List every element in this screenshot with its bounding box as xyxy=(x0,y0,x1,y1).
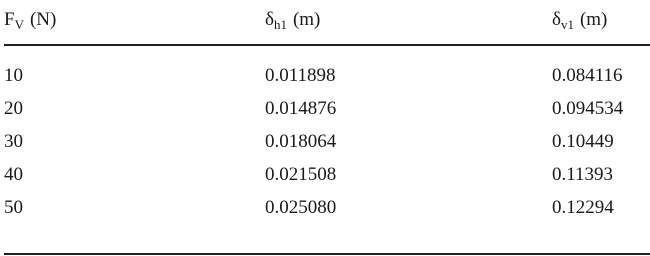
table-row xyxy=(4,125,650,158)
cell-vertical-deflection: 0.084116 xyxy=(552,65,623,86)
header-horizontal-unit: (m) xyxy=(292,9,321,30)
cell-horizontal-deflection: 0.025080 xyxy=(265,197,337,218)
header-divider xyxy=(4,44,650,46)
cell-force: 10 xyxy=(4,65,23,86)
header-force-subscript: V xyxy=(14,17,24,32)
header-vertical-symbol: δ xyxy=(552,9,561,30)
cell-vertical-deflection: 0.094534 xyxy=(552,98,624,119)
table-bottom-rule xyxy=(4,253,650,255)
cell-vertical-deflection: 0.12294 xyxy=(552,197,614,218)
header-horizontal-subscript: h1 xyxy=(273,17,287,32)
cell-force: 30 xyxy=(4,131,23,152)
header-horizontal-symbol: δ xyxy=(265,9,274,30)
cell-horizontal-deflection: 0.018064 xyxy=(265,131,337,152)
header-vertical-deflection xyxy=(552,0,607,40)
table-row xyxy=(4,59,650,92)
cell-vertical-deflection: 0.11393 xyxy=(552,164,614,185)
table-body xyxy=(4,59,650,224)
cell-vertical-deflection: 0.10449 xyxy=(552,131,614,152)
header-vertical-subscript: v1 xyxy=(560,17,574,32)
cell-horizontal-deflection: 0.021508 xyxy=(265,164,337,185)
cell-horizontal-deflection: 0.011898 xyxy=(265,65,336,86)
header-force xyxy=(4,0,56,40)
cell-horizontal-deflection: 0.014876 xyxy=(265,98,337,119)
table-header-row xyxy=(4,0,650,44)
header-horizontal-deflection xyxy=(265,0,320,40)
cell-force: 50 xyxy=(4,197,23,218)
data-table xyxy=(4,0,650,218)
table-row xyxy=(4,92,650,125)
header-force-unit: (N) xyxy=(29,9,57,30)
cell-force: 20 xyxy=(4,98,23,119)
table-row xyxy=(4,191,650,224)
header-force-symbol: F xyxy=(4,9,15,30)
table-row xyxy=(4,158,650,191)
cell-force: 40 xyxy=(4,164,23,185)
header-vertical-unit: (m) xyxy=(579,9,608,30)
